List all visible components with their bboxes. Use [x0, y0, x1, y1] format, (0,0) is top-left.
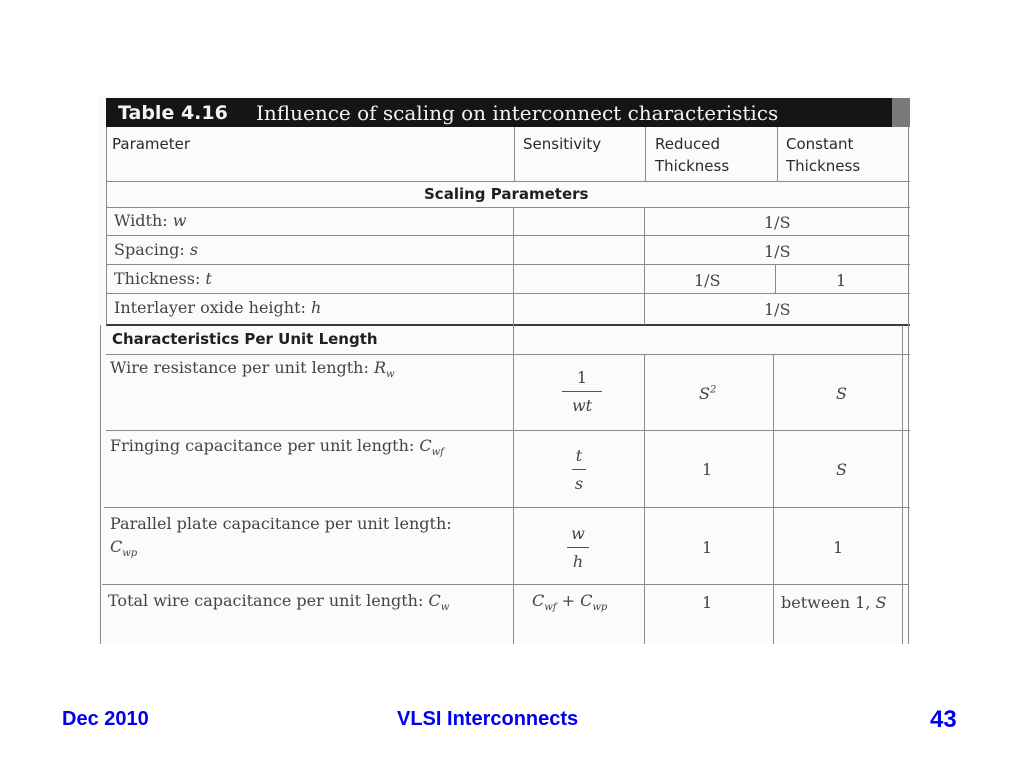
row-wire-resistance-reduced: $S^2$ [699, 384, 717, 403]
footer-title: VLSI Interconnects [397, 708, 579, 730]
row-wire-resistance-sensitivity: 1 wt [560, 368, 604, 415]
row-parallel-plate-cap-sensitivity: w h [564, 524, 592, 571]
section-characteristics: Characteristics Per Unit Length [112, 330, 378, 348]
footer-page-number: 43 [930, 706, 957, 733]
row-spacing-label: Spacing: s [114, 240, 199, 259]
header-reduced-line2: Thickness [655, 157, 730, 175]
row-thickness-constant: 1 [836, 271, 847, 290]
row-parallel-plate-cap-constant: 1 [833, 538, 844, 557]
row-width-label: Width: w [114, 211, 187, 230]
row-oxide-height-value: 1/S [764, 300, 791, 319]
header-parameter: Parameter [112, 135, 191, 153]
header-constant-line2: Thickness [786, 157, 861, 175]
row-fringing-cap-reduced: 1 [702, 460, 713, 479]
row-total-cap-constant: between 1, S [781, 593, 887, 612]
row-thickness-reduced: 1/S [694, 271, 721, 290]
row-parallel-plate-cap-label: Parallel plate capacitance per unit length: [110, 514, 452, 533]
row-fringing-cap-constant: S [836, 460, 847, 479]
row-parallel-plate-cap-symbol: $C_{wp}$ [110, 537, 138, 560]
row-total-cap-sensitivity: $C_{wf} + C_{wp}$ [532, 591, 608, 614]
row-wire-resistance-label: Wire resistance per unit length: $R_w$ [110, 358, 395, 381]
scanned-table-image [98, 96, 910, 644]
row-total-cap-reduced: 1 [702, 593, 713, 612]
row-wire-resistance-constant: S [836, 384, 847, 403]
row-total-cap-label: Total wire capacitance per unit length: $C_w$ [108, 591, 450, 614]
row-width-value: 1/S [764, 213, 791, 232]
row-parallel-plate-cap-reduced: 1 [702, 538, 713, 557]
row-spacing-value: 1/S [764, 242, 791, 261]
row-thickness-label: Thickness: t [114, 269, 212, 288]
header-constant-line1: Constant [786, 135, 854, 153]
row-fringing-cap-label: Fringing capacitance per unit length: $C_{wf}$ [110, 436, 444, 459]
header-sensitivity: Sensitivity [523, 135, 602, 153]
row-fringing-cap-sensitivity: t s [568, 446, 590, 493]
table-caption: Influence of scaling on interconnect characteristics [256, 101, 779, 125]
header-reduced-line1: Reduced [655, 135, 721, 153]
row-oxide-height-label: Interlayer oxide height: h [114, 298, 322, 317]
table-label: Table 4.16 [118, 102, 228, 124]
section-scaling-parameters: Scaling Parameters [424, 185, 589, 203]
footer-date: Dec 2010 [62, 708, 149, 730]
